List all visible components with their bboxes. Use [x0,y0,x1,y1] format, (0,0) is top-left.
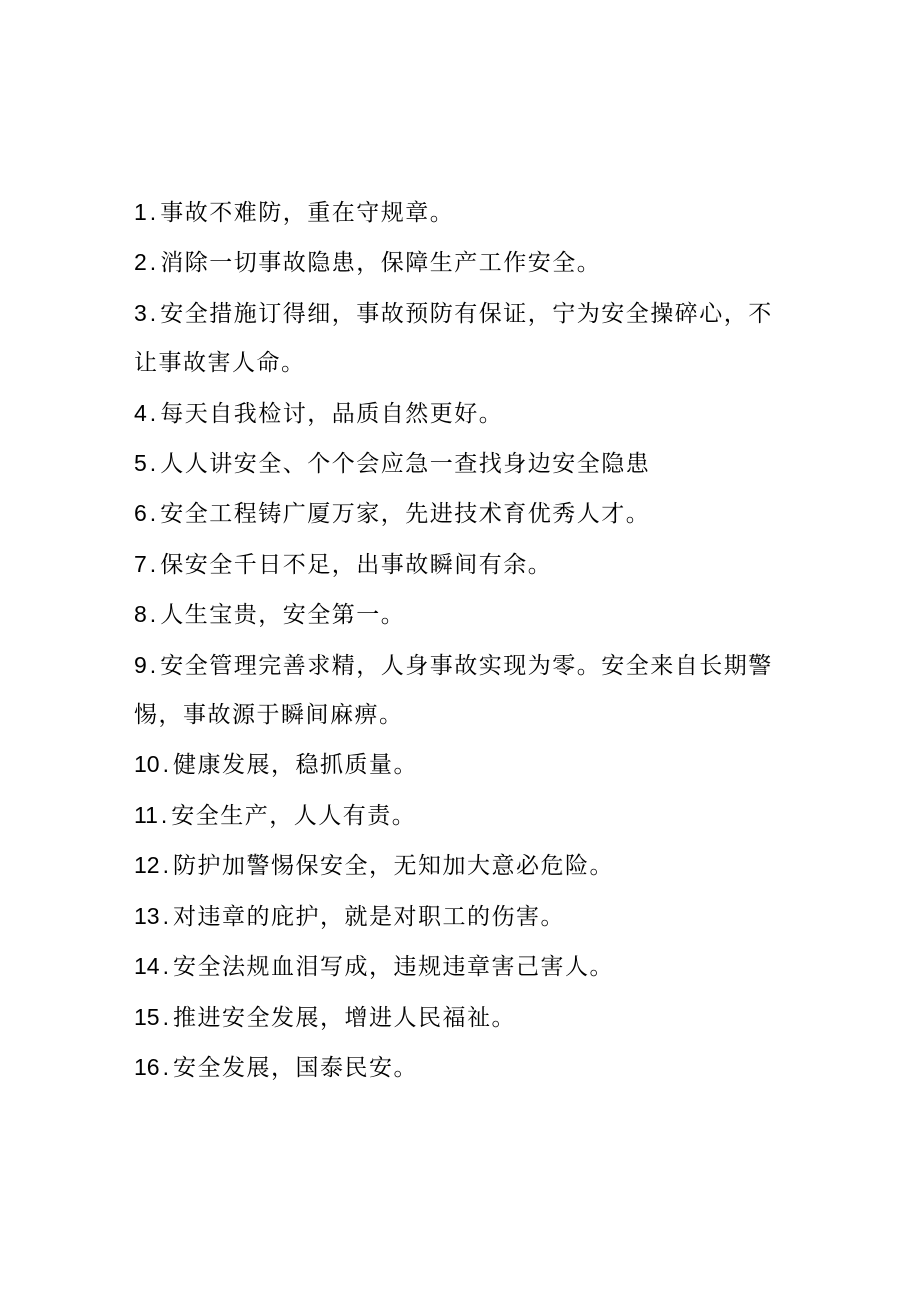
list-item: 11 . 安全生产，人人有责。 [134,801,417,829]
list-item: 2 . 消除一切事故隐患，保障生产工作安全。 [134,249,602,277]
item-number: 15 [134,1003,160,1030]
item-number: 13 [134,902,160,929]
item-number: 8 [134,601,147,628]
item-number: 7 [134,550,147,577]
item-text: 防护加警惕保安全，无知加大意必危险。 [172,853,614,880]
item-number: 9 [134,651,147,678]
item-number: 10 [134,751,160,778]
list-item: 16 . 安全发展，国泰民安。 [134,1053,418,1081]
item-text: 推进安全发展，增进人民福祉。 [172,1004,516,1031]
list-item: 5 . 人人讲安全、个个会应急一查找身边安全隐患 [134,450,651,478]
item-text: 消除一切事故隐患，保障生产工作安全。 [160,250,602,277]
item-number: 6 [134,500,147,527]
item-text: 安全生产，人人有责。 [171,802,417,829]
list-item: 12 . 防护加警惕保安全，无知加大意必危险。 [134,852,614,880]
item-number: 16 [134,1053,160,1080]
item-number: 2 [134,249,147,276]
item-number: 1 [134,199,147,225]
item-text: 安全管理完善求精，人身事故实现为零。安全来自长期警惕，事故源于瞬间麻痹。 [134,652,773,729]
list-item: 4 . 每天自我检讨，品质自然更好。 [134,399,504,427]
item-text: 安全工程铸广厦万家，先进技术育优秀人才。 [160,501,651,528]
list-item: 15 . 推进安全发展，增进人民福祉。 [134,1003,516,1031]
item-number: 11 [134,801,158,828]
item-text: 人生宝贵，安全第一。 [160,602,406,629]
list-item: 9 . 安全管理完善求精，人身事故实现为零。安全来自长期警惕，事故源于瞬间麻痹。 [134,651,773,729]
slogan-list [134,188,794,1093]
list-item: 13 . 对违章的庇护，就是对职工的伤害。 [134,902,565,930]
item-text: 安全法规血泪写成，违规违章害己害人。 [172,954,614,981]
list-item: 7 . 保安全千日不足，出事故瞬间有余。 [134,550,553,578]
list-item: 10 . 健康发展，稳抓质量。 [134,751,418,779]
item-text: 人人讲安全、个个会应急一查找身边安全隐患 [160,451,651,478]
list-item: 14 . 安全法规血泪写成，违规违章害己害人。 [134,953,614,981]
item-text: 事故不难防，重在守规章。 [160,200,455,226]
item-number: 3 [134,299,147,326]
item-number: 12 [134,852,160,879]
list-item: 3 . 安全措施订得细，事故预防有保证，宁为安全操碎心，不让事故害人命。 [134,299,773,377]
list-item: 1 . 事故不难防，重在守规章。 [134,199,455,226]
item-number: 5 [134,450,147,477]
item-text: 安全措施订得细，事故预防有保证，宁为安全操碎心，不让事故害人命。 [134,300,773,377]
item-text: 每天自我检讨，品质自然更好。 [160,400,504,427]
list-item: 8 . 人生宝贵，安全第一。 [134,601,406,629]
item-number: 14 [134,953,160,980]
item-text: 健康发展，稳抓质量。 [172,752,418,779]
list-item: 6 . 安全工程铸广厦万家，先进技术育优秀人才。 [134,500,651,528]
item-text: 保安全千日不足，出事故瞬间有余。 [160,551,553,578]
item-text: 对违章的庇护，就是对职工的伤害。 [172,903,565,930]
item-number: 4 [134,399,147,426]
item-text: 安全发展，国泰民安。 [172,1054,418,1081]
